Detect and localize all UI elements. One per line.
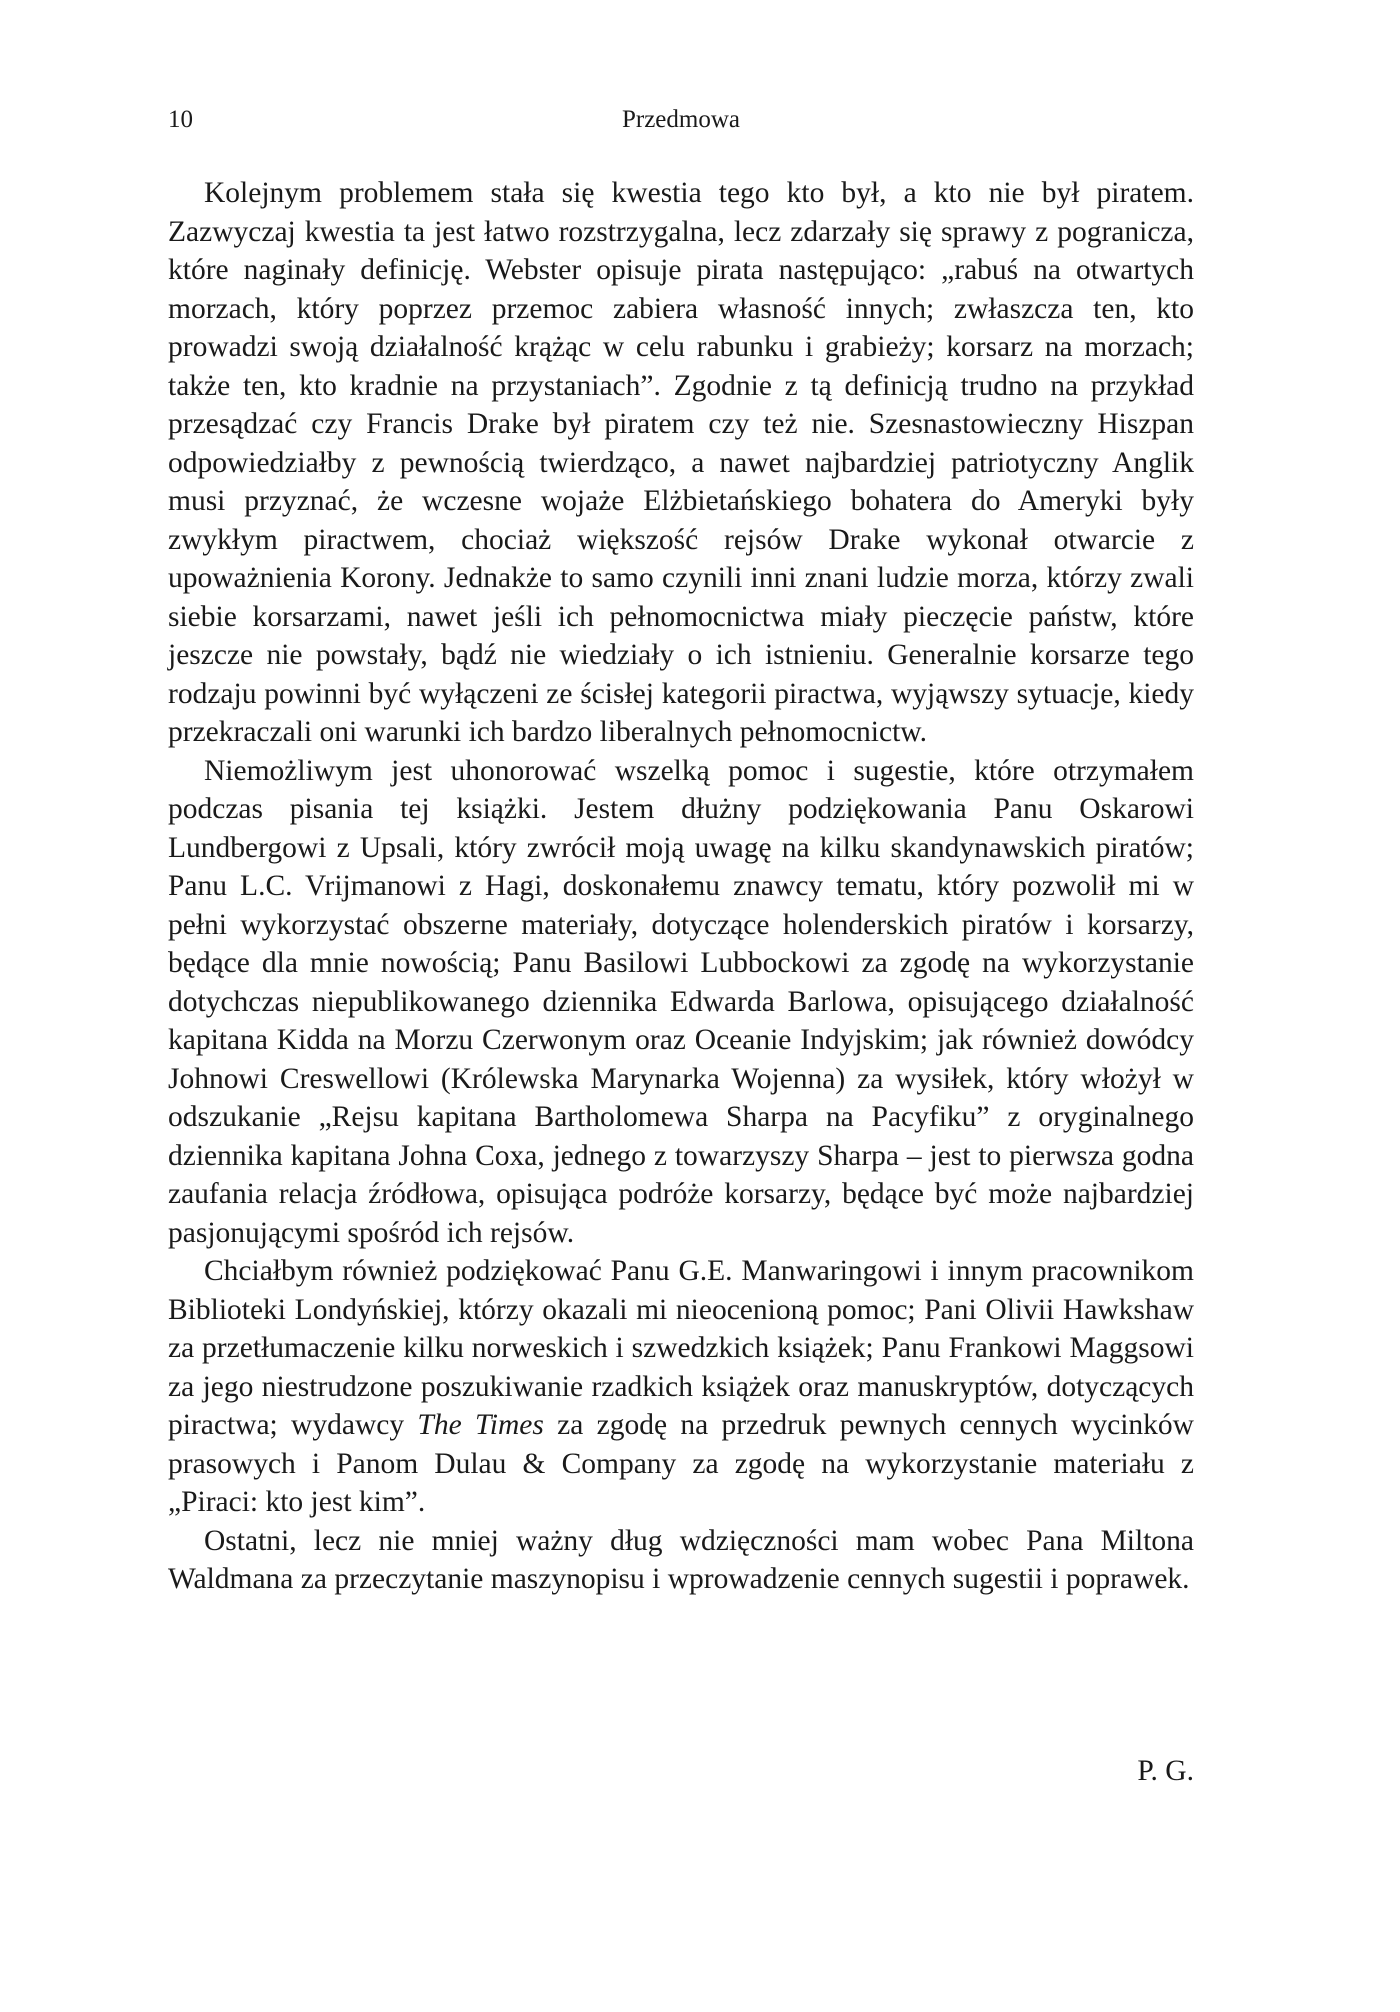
paragraph-2: Niemożliwym jest uhonorować wszelką pomoc i sugestie, które otrzymałem podczas pisania tej książki. Jestem dłużny podziękowania Panu Oskarowi Lundbergowi z Upsali, który zwrócił moją uwagę na kilku skandynawskich piratów; Panu L.C. Vrijmanowi z Hagi, doskonałemu znawcy tematu, który pozwolił mi w pełni wykorzystać obszerne materiały, dotyczące holenderskich piratów i korsarzy, będące dla mnie nowością; Panu Basilowi Lubbockowi za zgodę na wykorzystanie dotychczas niepublikowanego dziennika Edwarda Barlowa, opisującego działalność kapitana Kidda na Morzu Czerwonym oraz Oceanie Indyjskim; jak również dowódcy Johnowi Creswellowi (Królewska Marynarka Wojenna) za wysiłek, który włożył w odszukanie „Rejsu kapitana Bartholomewa Sharpa na Pacyfiku” z oryginalnego dziennika kapitana Johna Coxa, jednego z towarzyszy Sharpa – jest to pierwsza godna zaufania relacja źródłowa, opisująca podróże korsarzy, będące być może najbardziej pasjonującymi spośród ich rejsów. xyxy=(168,754,1194,1249)
body-text xyxy=(168,174,1194,1599)
newspaper-title: The Times xyxy=(417,1409,544,1441)
paragraph-4: Ostatni, lecz nie mniej ważny dług wdzięczności mam wobec Pana Miltona Waldmana za przeczytanie maszynopisu i wprowadzenie cennych sugestii i poprawek. xyxy=(168,1524,1194,1595)
signature-initials: P. G. xyxy=(1137,1755,1194,1787)
running-head xyxy=(168,102,1194,138)
page-number: 10 xyxy=(168,106,193,133)
paragraph-1: Kolejnym problemem stała się kwestia tego kto był, a kto nie był piratem. Zazwyczaj kwestia ta jest łatwo rozstrzygalna, lecz zdarzały się sprawy z pogranicza, które naginały definicję. Webster opisuje pirata następująco: „rabuś na otwartych morzach, który poprzez przemoc zabiera własność innych; zwłaszcza ten, kto prowadzi swoją działalność krążąc w celu rabunku i grabieży; korsarz na morzach; także ten, kto kradnie na przystaniach”. Zgodnie z tą definicją trudno na przykład przesądzać czy Francis Drake był piratem czy też nie. Szesnastowieczny Hiszpan odpowiedziałby z pewnością twierdząco, a nawet najbardziej patriotyczny Anglik musi przyznać, że wczesne wojaże Elżbietańskiego bohatera do Ameryki były zwykłym piractwem, chociaż większość rejsów Drake wykonał otwarcie z upoważnienia Korony. Jednakże to samo czynili inni znani ludzie morza, którzy zwali siebie korsarzami, nawet jeśli ich pełnomocnictwa miały pieczęcie państw, które jeszcze nie powstały, bądź nie wiedziały o ich istnieniu. Generalnie korsarze tego rodzaju powinni być wyłączeni ze ścisłej kategorii piractwa, wyjąwszy sytuacje, kiedy przekraczali oni warunki ich bardzo liberalnych pełnomocnictw. xyxy=(168,177,1194,748)
paragraph-3-text-b: za zgodę na przedruk pewnych cennych wycinków prasowych i Panom Dulau & Company za zgodę na wykorzystanie materiału z „Piraci: kto jest kim”. xyxy=(168,1409,1194,1518)
paragraph-3 xyxy=(168,1252,1194,1522)
paragraph-3-text-a: Chciałbym również podziękować Panu G.E. Manwaringowi i innym pracownikom Biblioteki Londyńskiej, którzy okazali mi nieocenioną pomoc; Pani Olivii Hawkshaw za przetłumaczenie kilku norweskich i szwedzkich książek; Panu Frankowi Maggsowi za jego niestrudzone poszukiwanie rzadkich książek oraz manuskryptów, dotyczących piractwa; wydawcy xyxy=(168,1255,1194,1441)
running-title: Przedmowa xyxy=(621,106,741,133)
